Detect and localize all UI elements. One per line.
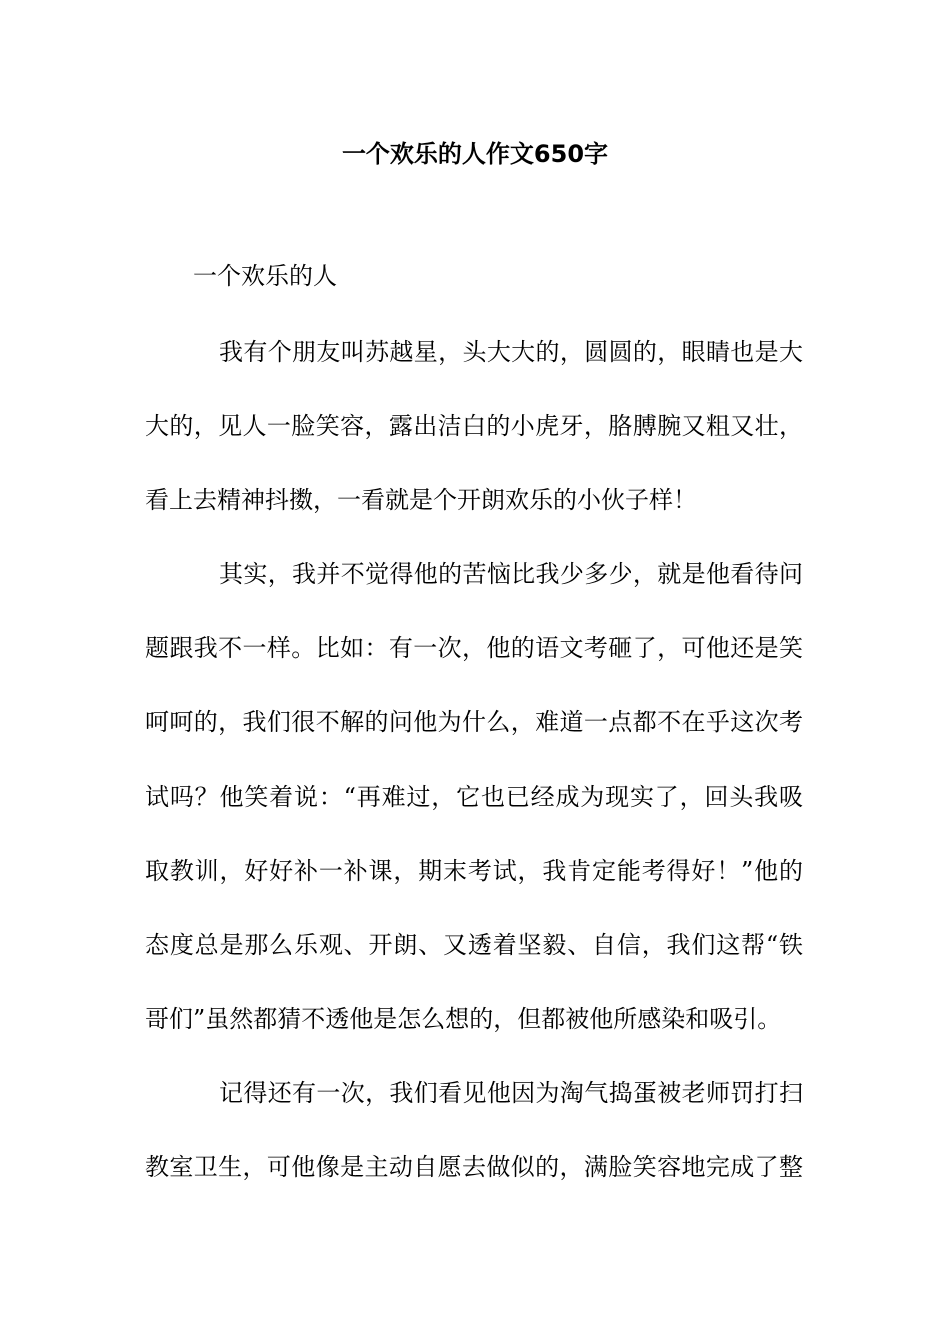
paragraph-line: 教室卫生，可他像是主动自愿去做似的，满脸笑容地完成了整 bbox=[145, 1153, 803, 1181]
document-title: 一个欢乐的人作文650字 bbox=[341, 140, 609, 168]
paragraph-line: 取教训，好好补一补课，期末考试，我肯定能考得好！”他的 bbox=[145, 857, 803, 885]
paragraph-line: 大的，见人一脸笑容，露出洁白的小虎牙，胳膊腕又粗又壮， bbox=[145, 412, 803, 440]
paragraph-line: 看上去精神抖擞，一看就是个开朗欢乐的小伙子样！ bbox=[145, 486, 697, 514]
paragraph-line: 记得还有一次，我们看见他因为淘气捣蛋被老师罚打扫 bbox=[219, 1079, 803, 1107]
paragraph-line: 呵呵的，我们很不解的问他为什么，难道一点都不在乎这次考 bbox=[145, 708, 803, 736]
paragraph-line: 我有个朋友叫苏越星，头大大的，圆圆的，眼睛也是大 bbox=[219, 338, 803, 366]
paragraph-line: 其实，我并不觉得他的苦恼比我少多少，就是他看待问 bbox=[219, 560, 803, 588]
paragraph-line: 试吗？他笑着说：“再难过，它也已经成为现实了，回头我吸 bbox=[145, 783, 803, 811]
paragraph-line: 哥们”虽然都猜不透他是怎么想的，但都被他所感染和吸引。 bbox=[145, 1005, 782, 1033]
document-subtitle: 一个欢乐的人 bbox=[193, 262, 337, 290]
paragraph-line: 题跟我不一样。比如：有一次，他的语文考砸了，可他还是笑 bbox=[145, 634, 803, 662]
paragraph-line: 态度总是那么乐观、开朗、又透着坚毅、自信，我们这帮“铁 bbox=[145, 931, 803, 959]
